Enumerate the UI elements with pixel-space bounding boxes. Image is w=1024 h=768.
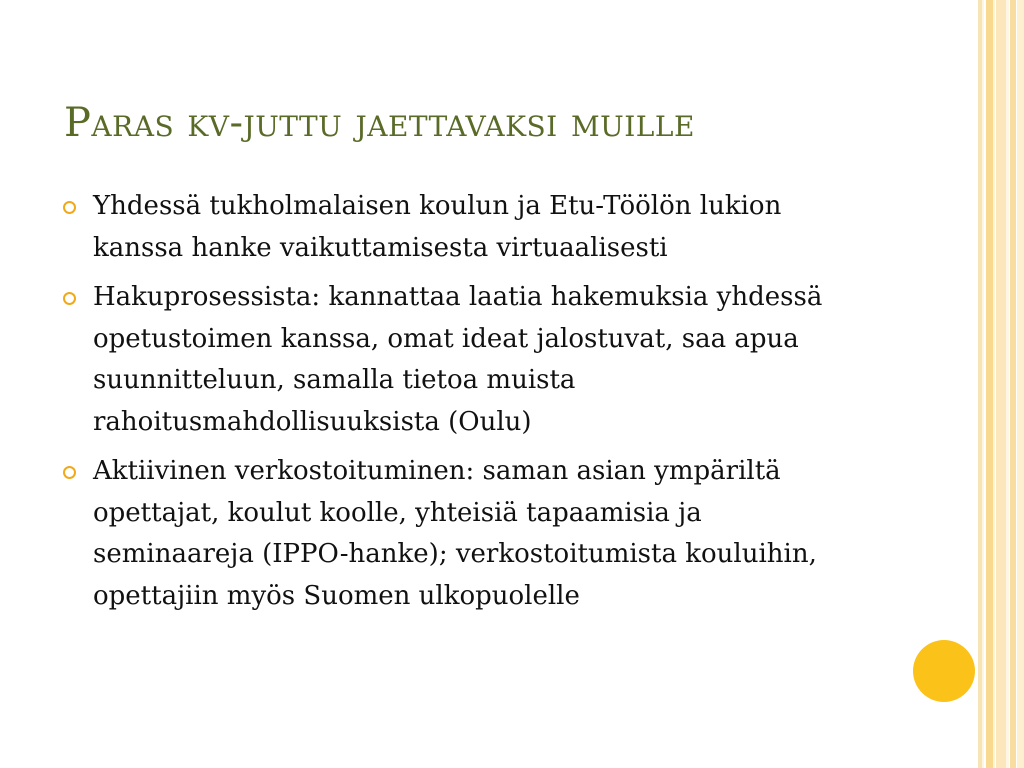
bullet-item [60, 186, 860, 269]
slide-title: Paras kv-juttu jaettavaksi muille [64, 100, 695, 146]
decorative-stripe [1010, 0, 1016, 768]
bullet-text: Yhdessä tukholmalaisen koulun ja Etu-Töölön lukion kanssa hanke vaikuttamisesta virtuaalisesti [93, 191, 782, 263]
bullet-item [60, 451, 860, 617]
decorative-stripe [1006, 0, 1009, 768]
hollow-circle-icon [63, 292, 76, 305]
decorative-stripe [982, 0, 984, 768]
hollow-circle-icon [63, 466, 76, 479]
accent-dot [913, 640, 975, 702]
bullet-item [60, 277, 860, 443]
hollow-circle-icon [63, 201, 76, 214]
decorative-stripe [996, 0, 1006, 768]
decorative-stripe [1017, 0, 1024, 768]
bullet-text: Hakuprosessista: kannattaa laatia hakemuksia yhdessä opetustoimen kanssa, omat ideat jalostuvat, saa apua suunnitteluun, samalla tietoa muista rahoitusmahdollisuuksista (Oulu) [93, 282, 823, 437]
bullet-text: Aktiivinen verkostoituminen: saman asian ympäriltä opettajat, koulut koolle, yhteisiä tapaamisia ja seminaareja (IPPO-hanke); verkostoitumista kouluihin, opettajiin myös Suomen ulkopuolelle [93, 456, 817, 611]
decorative-stripe [986, 0, 993, 768]
decorative-stripe [993, 0, 995, 768]
bullet-list [60, 186, 860, 625]
